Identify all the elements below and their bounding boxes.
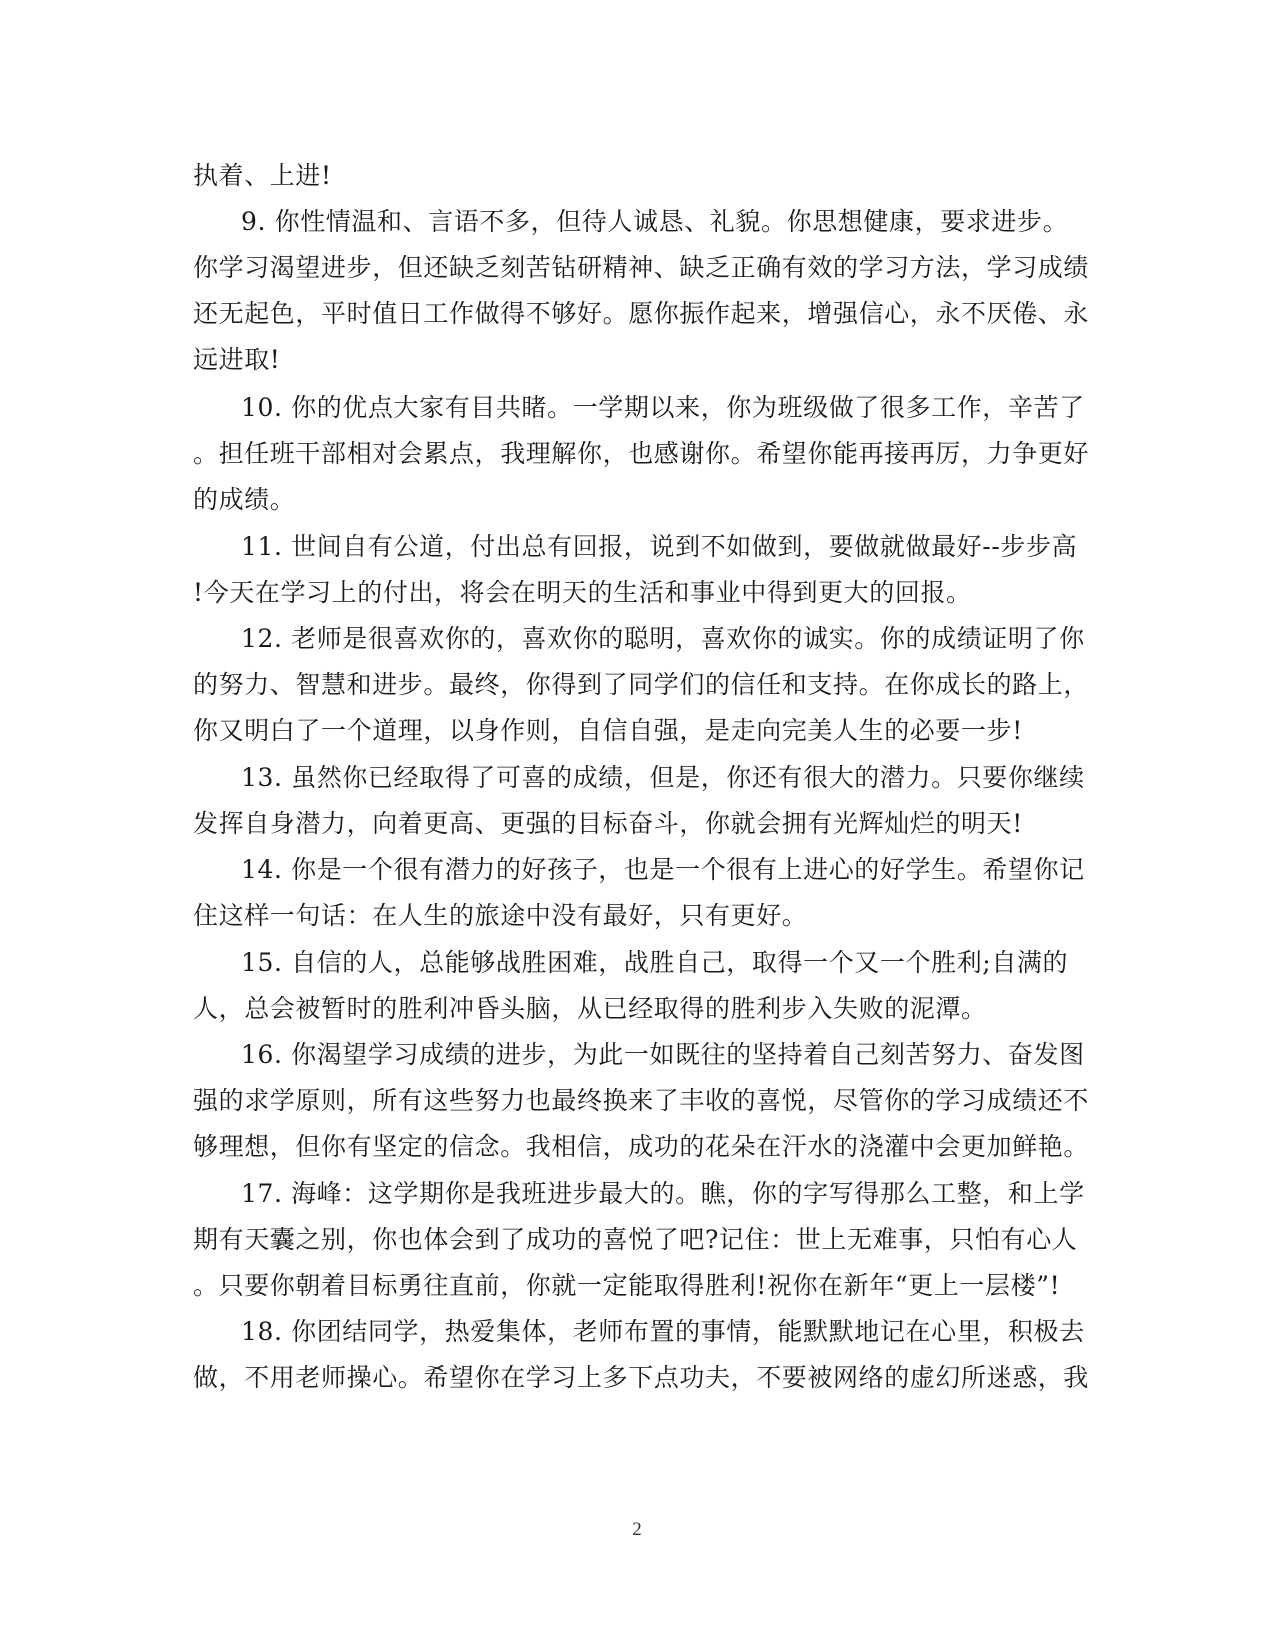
paragraph-14-line: 14. 你是一个很有潜力的好孩子，也是一个很有上进心的好学生。希望你记 [241, 855, 1085, 884]
paragraph-10-line: 10. 你的优点大家有目共睹。一学期以来，你为班级做了很多工作，辛苦了 [241, 393, 1085, 422]
paragraph-18-line: 18. 你团结同学，热爱集体，老师布置的事情，能默默地记在心里，积极去 [241, 1317, 1085, 1346]
text-line: 住这样一句话：在人生的旅途中没有最好，只有更好。 [193, 901, 808, 930]
paragraph-9-line: 9. 你性情温和、言语不多，但待人诚恳、礼貌。你思想健康，要求进步。 [241, 207, 1069, 236]
paragraph-17-line: 17. 海峰：这学期你是我班进步最大的。瞧，你的字写得那么工整，和上学 [241, 1179, 1085, 1208]
text-line: 的努力、智慧和进步。最终，你得到了同学们的信任和支持。在你成长的路上， [193, 670, 1090, 699]
text-line: 做，不用老师操心。希望你在学习上多下点功夫，不要被网络的虚幻所迷惑，我 [193, 1363, 1090, 1392]
text-line: 。担任班干部相对会累点，我理解你，也感谢你。希望你能再接再厉，力争更好 [193, 439, 1090, 468]
text-line: 强的求学原则，所有这些努力也最终换来了丰收的喜悦，尽管你的学习成绩还不 [193, 1086, 1090, 1115]
text-line: 你学习渴望进步，但还缺乏刻苦钻研精神、缺乏正确有效的学习方法，学习成绩 [193, 253, 1090, 282]
paragraph-16-line: 16. 你渴望学习成绩的进步，为此一如既往的坚持着自己刻苦努力、奋发图 [241, 1040, 1085, 1069]
text-line: 够理想，但你有坚定的信念。我相信，成功的花朵在汗水的浇灌中会更加鲜艳。 [193, 1132, 1090, 1161]
text-line: 期有天囊之别，你也体会到了成功的喜悦了吧?记住：世上无难事，只怕有心人 [193, 1225, 1078, 1254]
paragraph-13-line: 13. 虽然你已经取得了可喜的成绩，但是，你还有很大的潜力。只要你继续 [241, 763, 1085, 792]
text-line: 发挥自身潜力，向着更高、更强的目标奋斗，你就会拥有光辉灿烂的明天! [193, 809, 1023, 838]
text-line: 。只要你朝着目标勇往直前，你就一定能取得胜利!祝你在新年“更上一层楼”! [193, 1271, 1061, 1300]
text-line: 还无起色，平时值日工作做得不够好。愿你振作起来，增强信心，永不厌倦、永 [193, 299, 1090, 328]
paragraph-12-line: 12. 老师是很喜欢你的，喜欢你的聪明，喜欢你的诚实。你的成绩证明了你 [241, 624, 1085, 653]
text-line: 远进取! [193, 345, 281, 374]
text-line: 执着、上进! [193, 161, 332, 190]
text-line: 的成绩。 [193, 485, 296, 514]
page-number: 2 [632, 1519, 642, 1540]
paragraph-15-line: 15. 自信的人，总能够战胜困难，战胜自己，取得一个又一个胜利;自满的 [241, 948, 1069, 977]
text-line: !今天在学习上的付出，将会在明天的生活和事业中得到更大的回报。 [193, 578, 972, 607]
paragraph-11-line: 11. 世间自有公道，付出总有回报，说到不如做到，要做就做最好--步步高 [241, 532, 1078, 561]
text-line: 你又明白了一个道理，以身作则，自信自强，是走向完美人生的必要一步! [193, 716, 1023, 745]
text-line: 人，总会被暂时的胜利冲昏头脑，从已经取得的胜利步入失败的泥潭。 [193, 994, 987, 1023]
